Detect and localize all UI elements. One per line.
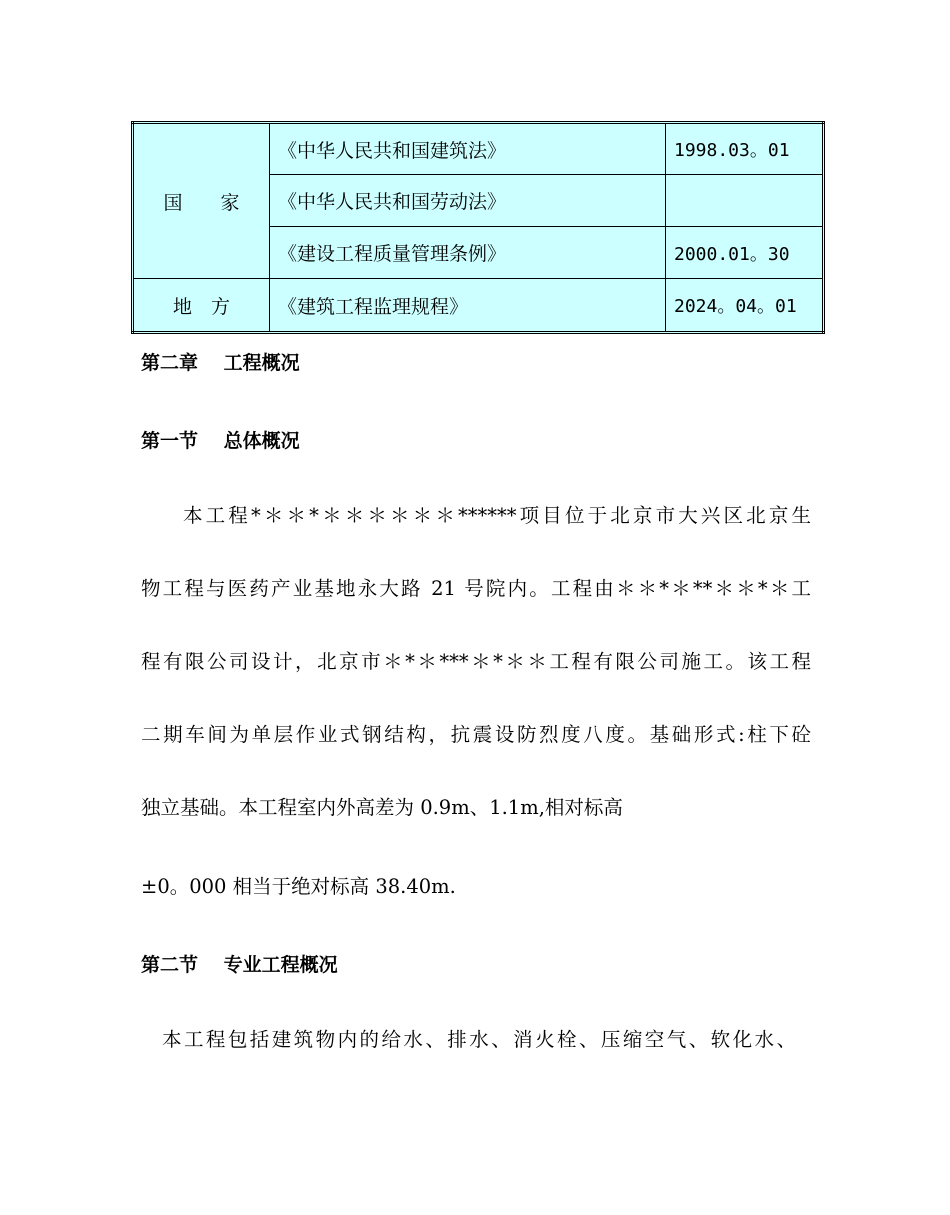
section-heading: 第二节 专业工程概况: [141, 954, 338, 976]
paragraph-line: 独立基础。本工程室内外高差为 0.9m、1.1m,相对标高: [141, 796, 623, 819]
paragraph-line: 本工程包括建筑物内的给水、排水、消火栓、压缩空气、软化水、: [162, 1028, 796, 1051]
paragraph-line: 程有限公司设计，北京市＊*＊***＊*＊＊工程有限公司施工。该工程: [141, 650, 811, 673]
table-row: [133, 279, 824, 333]
regulation-date: 2000.01。30: [666, 227, 824, 279]
regulation-date: 2024。04。01: [666, 279, 824, 333]
regulations-table: [131, 121, 825, 334]
paragraph-line: 本工程*＊＊*＊＊＊＊＊＊******项目位于北京市大兴区北京生: [183, 504, 811, 527]
regulation-name: 《建设工程质量管理条例》: [270, 227, 666, 279]
section-heading: 第一节 总体概况: [141, 430, 300, 452]
regulation-name: 《建筑工程监理规程》: [270, 279, 666, 333]
chapter-heading: 第二章 工程概况: [141, 352, 300, 374]
level-cell-national: 国 家: [133, 123, 270, 279]
paragraph-line: 二期车间为单层作业式钢结构，抗震设防烈度八度。基础形式:柱下砼: [141, 723, 811, 746]
regulation-name: 《中华人民共和国建筑法》: [270, 123, 666, 175]
paragraph-line: 物工程与医药产业基地永大路 21 号院内。工程由＊＊*＊**＊＊*＊工: [141, 577, 811, 600]
level-cell-local: 地 方: [133, 279, 270, 333]
regulation-name: 《中华人民共和国劳动法》: [270, 175, 666, 227]
table-row: [133, 123, 824, 175]
regulation-date: 1998.03。01: [666, 123, 824, 175]
regulation-date: [666, 175, 824, 227]
paragraph-line: ±0。000 相当于绝对标高 38.40m.: [141, 875, 456, 898]
